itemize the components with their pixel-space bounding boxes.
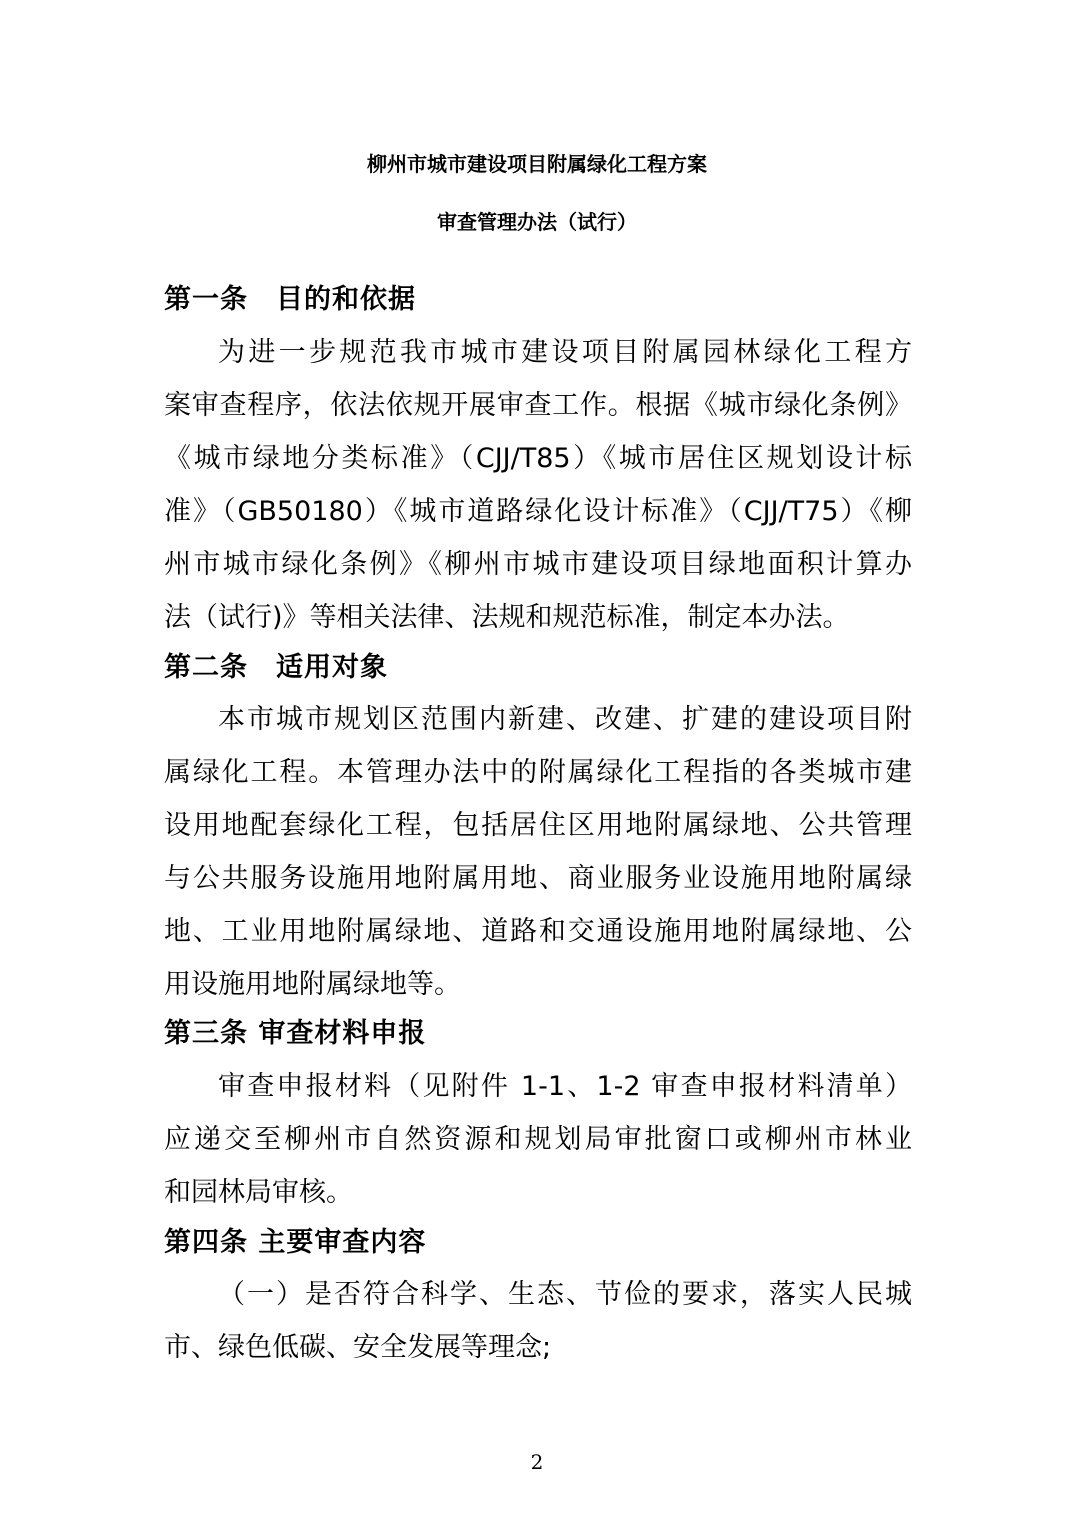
document-title-line-1: 柳州市城市建设项目附属绿化工程方案: [367, 152, 707, 176]
article-1-line: 《城市绿地分类标准》（CJJ/T85）《城市居住区规划设计标: [164, 443, 912, 474]
article-4-line: 市、绿色低碳、安全发展等理念;: [164, 1332, 552, 1363]
article-1-line: 准》（GB50180）《城市道路绿化设计标准》（CJJ/T75）《柳: [164, 496, 912, 527]
article-4-line: （一）是否符合科学、生态、节俭的要求，落实人民城: [218, 1279, 912, 1310]
article-2-line: 本市城市规划区范围内新建、改建、扩建的建设项目附: [218, 704, 912, 735]
article-3-line: 和园林局审核。: [164, 1177, 353, 1208]
document-title-line-2: 审查管理办法（试行）: [437, 210, 637, 234]
article-2-line: 地、工业用地附属绿地、道路和交通设施用地附属绿地、公: [164, 916, 912, 947]
article-2-line: 用设施用地附属绿地等。: [164, 969, 461, 1000]
article-3-heading: 第三条 审查材料申报: [164, 1018, 427, 1049]
article-1-line: 法（试行)》等相关法律、法规和规范标准，制定本办法。: [164, 602, 850, 633]
article-1-heading: 第一条 目的和依据: [164, 284, 416, 315]
article-2-heading: 第二条 适用对象: [164, 652, 388, 683]
article-3-line: 审查申报材料（见附件 1-1、1-2 审查申报材料清单）: [218, 1071, 912, 1102]
article-3-line: 应递交至柳州市自然资源和规划局审批窗口或柳州市林业: [164, 1124, 912, 1155]
article-4-heading: 第四条 主要审查内容: [164, 1227, 427, 1258]
article-2-line: 设用地配套绿化工程，包括居住区用地附属绿地、公共管理: [164, 810, 912, 841]
article-2-line: 与公共服务设施用地附属用地、商业服务业设施用地附属绿: [164, 863, 912, 894]
page-number: 2: [530, 1450, 544, 1474]
article-1-line: 案审查程序，依法依规开展审查工作。根据《城市绿化条例》: [164, 390, 912, 421]
article-1-line: 为进一步规范我市城市建设项目附属园林绿化工程方: [218, 337, 912, 368]
article-1-line: 州市城市绿化条例》《柳州市城市建设项目绿地面积计算办: [164, 549, 912, 580]
article-2-line: 属绿化工程。本管理办法中的附属绿化工程指的各类城市建: [164, 757, 912, 788]
